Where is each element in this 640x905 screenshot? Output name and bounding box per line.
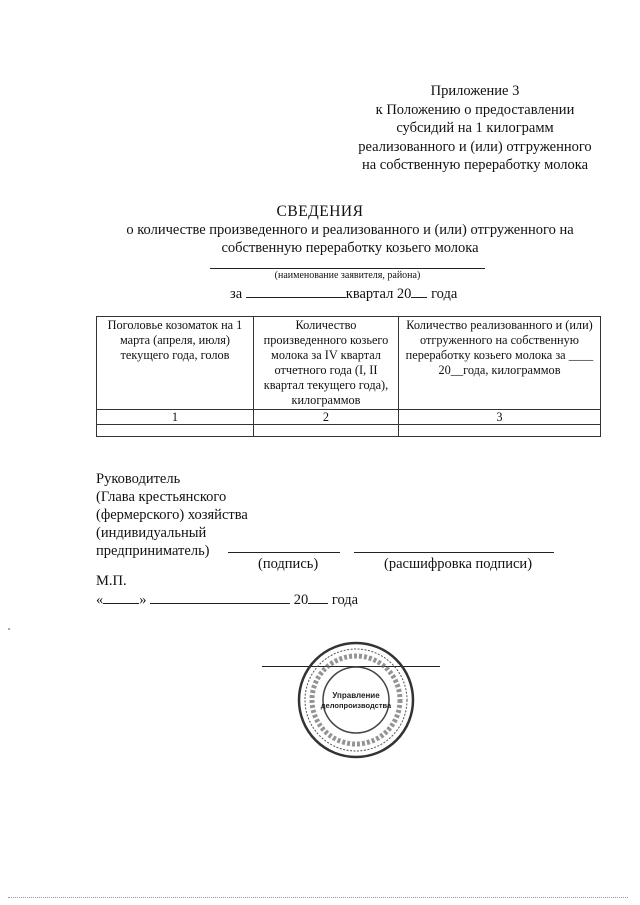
date-day-blank[interactable] (103, 591, 139, 604)
signature-caption: (подпись) (258, 556, 319, 572)
header-cell-goats: Поголовье козоматок на 1 марта (апреля, июля) текущего года, голов (97, 317, 254, 410)
data-table (96, 316, 601, 437)
table-header-row (97, 317, 601, 410)
appendix-line: к Положению о предоставлении (375, 101, 575, 118)
date-year-blank[interactable] (308, 591, 328, 604)
applicant-name-line[interactable] (210, 268, 485, 269)
appendix-line: субсидий на 1 килограмм (396, 120, 554, 136)
scan-speck (8, 628, 10, 630)
signatory-line: (фермерского) хозяйства (96, 507, 248, 523)
applicant-caption: (наименование заявителя, района) (274, 270, 421, 281)
table-cell[interactable] (97, 425, 254, 437)
signatory-line: (индивидуальный (96, 525, 207, 541)
document-title: СВЕДЕНИЯ (276, 203, 364, 220)
period-quarter-blank[interactable] (246, 285, 346, 298)
table-cell[interactable] (399, 425, 601, 437)
signatory-block (96, 470, 248, 560)
period-year-blank[interactable] (411, 285, 427, 298)
column-number: 2 (254, 410, 399, 425)
date-suffix: года (331, 592, 359, 608)
appendix-line: реализованного и (или) отгруженного (358, 138, 592, 155)
signatory-line: Руководитель (96, 471, 181, 487)
official-seal (296, 640, 416, 760)
column-number: 1 (97, 410, 254, 425)
header-cell-produced: Количество произведенного козьего молока за IV квартал отчетного года (I, II квартал текущего года), килограммов (254, 317, 399, 410)
period-suffix: года (431, 286, 458, 302)
subtitle-line-2: собственную переработку козьего молока (221, 240, 479, 256)
date-month-blank[interactable] (150, 591, 290, 604)
seal-text-line-1: Управление (332, 691, 380, 700)
stamp-place-label: М.П. (96, 573, 127, 589)
period-prefix: за (230, 286, 243, 302)
date-year: 20 (293, 592, 309, 608)
signature-decoding-line[interactable] (354, 552, 554, 553)
subtitle-line-1: о количестве произведенного и реализованного и (или) отгруженного на (126, 222, 574, 238)
date-quote-close: » (139, 592, 147, 608)
signatory-line: (Глава крестьянского (96, 489, 227, 505)
date-quote-open: « (96, 592, 104, 608)
table-number-row (97, 410, 601, 425)
document-subtitle (90, 221, 610, 257)
scan-edge-line (8, 897, 628, 898)
seal-text-line-2: делопроизводства (320, 701, 392, 710)
header-cell-sold: Количество реализованного и (или) отгруженного на собственную переработку козьего молока за ____ 20__года, килограммов (399, 317, 601, 410)
signature-line[interactable] (228, 552, 340, 553)
date-row (96, 591, 358, 609)
decoding-caption: (расшифровка подписи) (384, 556, 533, 572)
appendix-block (340, 82, 610, 175)
appendix-line: на собственную переработку молока (361, 157, 589, 173)
reporting-period (230, 285, 457, 303)
table-row (97, 425, 601, 437)
column-number: 3 (399, 410, 601, 425)
signatory-line: предприниматель) (96, 543, 210, 559)
table-cell[interactable] (254, 425, 399, 437)
appendix-line: Приложение 3 (430, 83, 520, 99)
period-middle: квартал 20 (345, 286, 412, 302)
